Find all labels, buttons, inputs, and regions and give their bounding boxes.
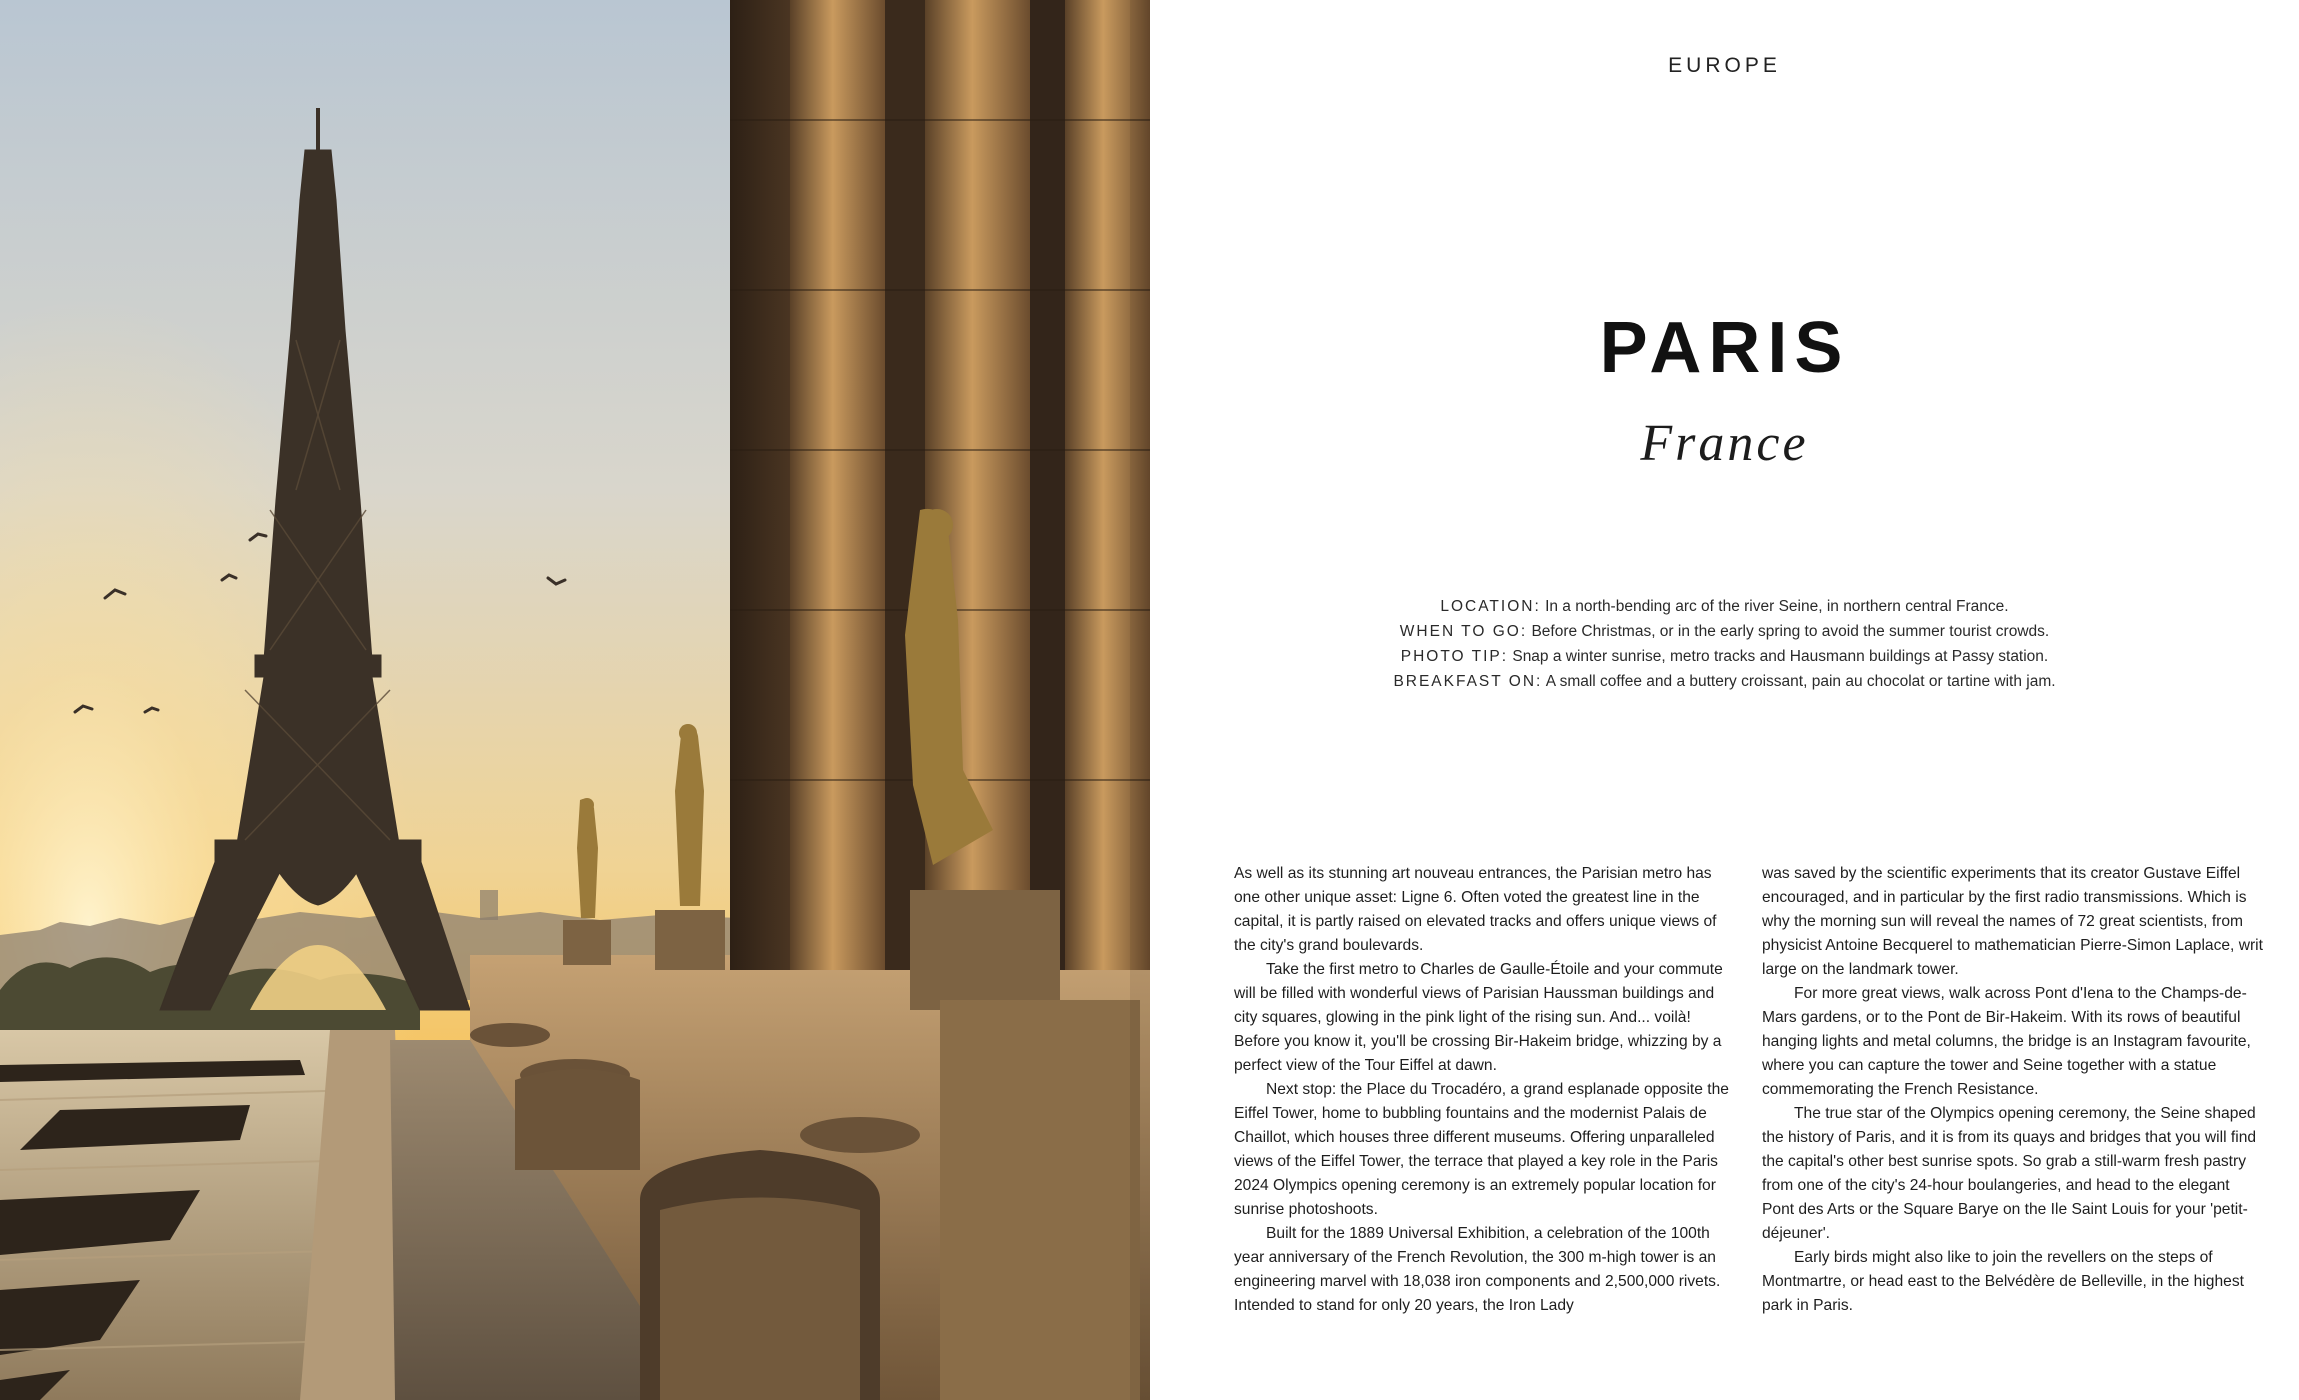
body-paragraph: Built for the 1889 Universal Exhibition, a celebration of the 100th year anniversary of the French Revolution, the 300 m-high tower is an engineering marvel with 18,038 iron components and 2,500,000 rivets. Intended to stand for only 20 years, the Iron Lady	[1234, 1225, 1721, 1314]
fact-photo-tip	[1150, 644, 2299, 669]
fact-label: BREAKFAST ON:	[1393, 673, 1543, 690]
section-label: EUROPE	[1668, 54, 1781, 77]
fact-location	[1150, 594, 2299, 619]
body-paragraph: Early birds might also like to join the revellers on the steps of Montmartre, or head east to the Belvédère de Belleville, in the highest park in Paris.	[1762, 1249, 2244, 1314]
article-page	[1150, 0, 2299, 1400]
fact-text: In a north-bending arc of the river Seine, in northern central France.	[1540, 598, 2009, 615]
fact-label: LOCATION:	[1440, 598, 1541, 615]
body-column-left	[1234, 862, 1736, 1318]
fact-when-to-go	[1150, 619, 2299, 644]
body-paragraph: For more great views, walk across Pont d'Iena to the Champs-de-Mars gardens, or to the Pont de Bir-Hakeim. With its rows of beautiful hanging lights and metal columns, the bridge is an Instagram favourite, where you can capture the tower and Seine together with a statue commemorating the French Resistance.	[1762, 985, 2251, 1098]
fact-label: PHOTO TIP:	[1400, 648, 1509, 665]
article-body	[1234, 862, 2264, 1318]
fact-text: Snap a winter sunrise, metro tracks and Hausmann buildings at Passy station.	[1508, 648, 2049, 665]
fact-box	[1150, 594, 2299, 694]
body-paragraph: was saved by the scientific experiments that its creator Gustave Eiffel encouraged, and in particular by the first radio transmissions. Which is why the morning sun will reveal the names of 72 great scientists, from physicist Antoine Becquerel to mathematician Pierre-Simon Laplace, writ large on the landmark tower.	[1762, 865, 2263, 978]
fact-breakfast	[1150, 669, 2299, 694]
fact-text: Before Christmas, or in the early spring to avoid the summer tourist crowds.	[1527, 623, 2050, 640]
body-paragraph: Take the first metro to Charles de Gaulle-Étoile and your commute will be filled with wonderful views of Parisian Haussman buildings and city squares, glowing in the pink light of the rising sun. And... voilà! Before you know it, you'll be crossing Bir-Hakeim bridge, whizzing by a perfect view of the Tour Eiffel at dawn.	[1234, 961, 1723, 1074]
body-paragraph: The true star of the Olympics opening ceremony, the Seine shaped the history of Paris, and it is from its quays and bridges that you will find the capital's other best sunrise spots. So grab a still-warm fresh pastry from one of the city's 24-hour boulangeries, and head to the elegant Pont des Arts or the Square Barye on the Ile Saint Louis for your 'petit-déjeuner'.	[1762, 1105, 2257, 1242]
fact-text: A small coffee and a buttery croissant, pain au chocolat or tartine with jam.	[1542, 673, 2056, 690]
body-paragraph: Next stop: the Place du Trocadéro, a grand esplanade opposite the Eiffel Tower, home to bubbling fountains and the modernist Palais de Chaillot, which houses three different museums. Offering unparalleled views of the Eiffel Tower, the terrace that played a key role in the Paris 2024 Olympics opening ceremony is an extremely popular location for sunrise photoshoots.	[1234, 1081, 1729, 1218]
page-title: PARIS	[1599, 308, 1850, 388]
body-paragraph: As well as its stunning art nouveau entrances, the Parisian metro has one other unique asset: Ligne 6. Often voted the greatest line in the capital, it is partly raised on elevated tracks and offers unique views of the city's grand boulevards.	[1234, 865, 1717, 954]
page-subtitle: France	[1640, 415, 1809, 472]
fact-label: WHEN TO GO:	[1399, 623, 1528, 640]
body-column-right	[1762, 862, 2264, 1318]
